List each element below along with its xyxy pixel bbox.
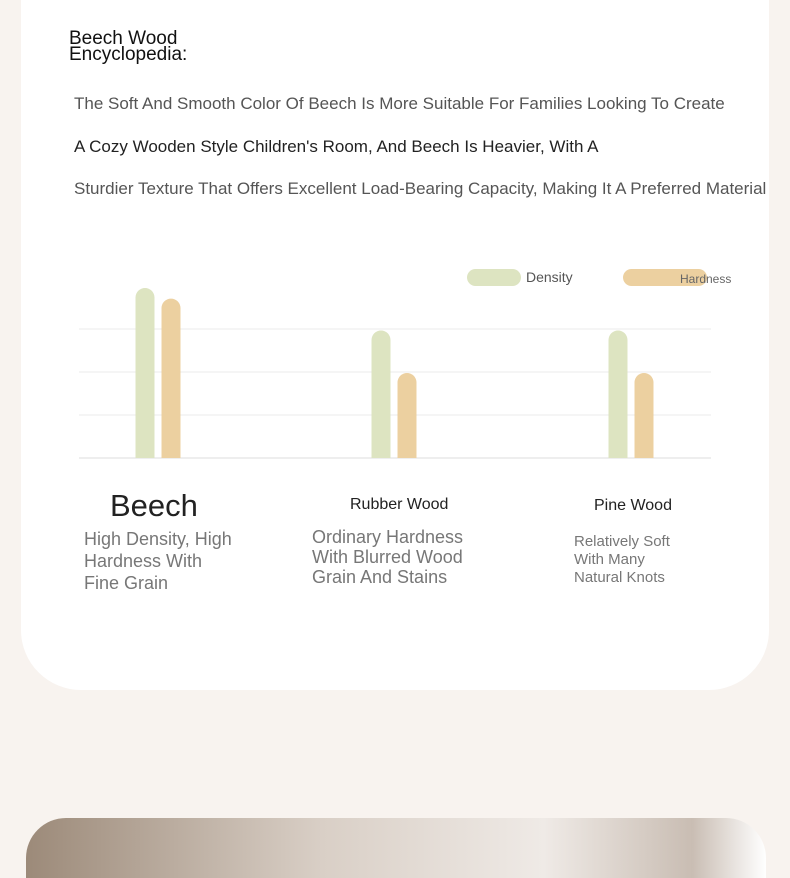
category-description-beech: High Density, High Hardness With Fine Grain xyxy=(84,529,232,593)
legend-swatch-density xyxy=(467,269,521,286)
encyclopedia-title: Beech Wood Encyclopedia: xyxy=(69,28,188,65)
legend-label-density: Density xyxy=(526,269,573,285)
category-description-rubber-wood: Ordinary Hardness With Blurred Wood Grain And Stains xyxy=(312,527,464,587)
description-line-2: A Cozy Wooden Style Children's Room, And Beech Is Heavier, With A xyxy=(74,137,599,156)
bar-density-rubber-wood xyxy=(372,331,391,459)
bar-hardness-pine-wood xyxy=(635,373,654,458)
product-photo-preview xyxy=(26,818,766,878)
wood-comparison-chart xyxy=(0,250,790,470)
description-line-1: The Soft And Smooth Color Of Beech Is More Suitable For Families Looking To Create xyxy=(74,94,725,113)
bar-hardness-beech xyxy=(162,299,181,458)
bar-hardness-rubber-wood xyxy=(398,373,417,458)
category-title-pine-wood: Pine Wood xyxy=(594,497,672,514)
bar-density-pine-wood xyxy=(609,331,628,459)
category-description-pine-wood: Relatively Soft With Many Natural Knots xyxy=(574,533,670,586)
category-title-rubber-wood: Rubber Wood xyxy=(350,496,449,513)
legend-label-hardness: Hardness xyxy=(680,272,732,286)
description-line-3: Sturdier Texture That Offers Excellent Load-Bearing Capacity, Making It A Preferred Material xyxy=(74,179,767,198)
bar-density-beech xyxy=(136,288,155,458)
category-title-beech: Beech xyxy=(110,488,198,523)
